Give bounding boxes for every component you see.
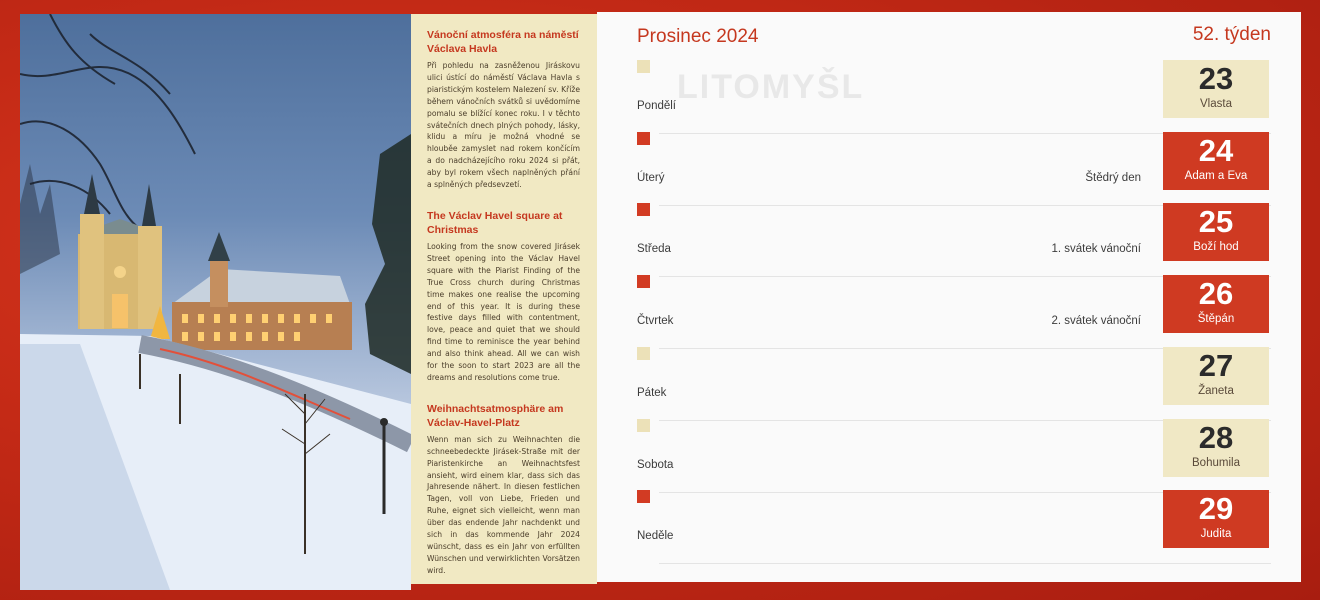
name-day: Boží hod [1193, 241, 1239, 254]
day-marker [637, 275, 650, 288]
day-name: Neděle [637, 530, 674, 543]
day-marker [637, 203, 650, 216]
holiday-label: 1. svátek vánoční [1051, 243, 1141, 256]
text-body-cz: Při pohledu na zasněženou Jiráskovu ulici ústící do náměstí Václava Havla s piaristickým kostelem Nalezení sv. Kříže během vánočních svátků si uvědomíme pomalu se blížící konec roku. I v těchto svátečních dnech plných pohody, lásky, klidu a míru je možná vhodné se hlouběe zamyslet nad rokem končícím a do nadcházejícího roku 2024 si přát, aby byl rokem všech naplněných přání a splněných předsevzetí. [427, 61, 580, 190]
week-planner [597, 12, 1301, 582]
date-box [1163, 490, 1269, 548]
day-name: Středa [637, 243, 671, 256]
day-row [597, 203, 1301, 275]
name-day: Štěpán [1197, 313, 1235, 326]
day-row [597, 419, 1301, 491]
day-divider [659, 563, 1271, 564]
name-day: Bohumila [1192, 456, 1240, 469]
day-row [597, 132, 1301, 204]
day-name: Úterý [637, 171, 665, 184]
day-row [597, 60, 1301, 132]
text-body-en: Looking from the snow covered Jirásek Street opening into the Václav Havel square with the Piarist Finding of the True Cross church during Christmas time makes one realise the upcoming end of this year. It is during these festive days filled with contentment, love, peace and quiet that we should find time to reminisce the year behind and also think ahead. All we can wish for the soon to start 2023 are all the dreams and resolutions come true. [427, 241, 580, 382]
week-number: 52. týden [1192, 24, 1271, 45]
text-body-de: Wenn man sich zu Weihnachten die schneebedeckte Jirásek-Straße mit der Piaristenkirche an Weihnachtsfest ansieht, wird einem klar, dass sich das Jahresende nähert. In diesen festlichen Tagen, voll von Liebe, Frieden und Ruhe, eignet sich vielleicht, wenn man über das endende Jahr nachdenkt und sich in das kommende Jahr 2024 wünscht, dass es ein Jahr von erfüllten Wünschen und verwirklichten Vorsätzen wird. [427, 434, 580, 575]
day-row [597, 347, 1301, 419]
day-marker [637, 132, 650, 145]
date-box [1163, 419, 1269, 477]
holiday-label: Štědrý den [1085, 171, 1141, 184]
date-number: 25 [1198, 204, 1234, 240]
date-number: 29 [1198, 491, 1234, 527]
photo-illustration [20, 14, 411, 590]
day-row [597, 490, 1301, 562]
name-day: Adam a Eva [1184, 169, 1248, 182]
name-day: Žaneta [1198, 384, 1234, 397]
description-column [411, 14, 597, 584]
day-name: Čtvrtek [637, 315, 674, 328]
date-number: 26 [1198, 276, 1234, 312]
text-title-cz: Vánoční atmosféra na náměstí Václava Havla [427, 29, 579, 55]
text-title-en: The Václav Havel square at Christmas [427, 209, 563, 236]
date-box [1163, 347, 1269, 405]
date-box [1163, 275, 1269, 333]
day-name: Sobota [637, 458, 674, 471]
snowy-church-square-photo [20, 14, 411, 590]
day-marker [637, 60, 650, 73]
day-name: Pátek [637, 386, 667, 399]
date-box [1163, 60, 1269, 118]
day-name: Pondělí [637, 100, 677, 112]
day-marker [637, 490, 650, 503]
date-box [1163, 203, 1269, 261]
month-title: Prosinec 2024 [637, 26, 759, 47]
day-row [597, 275, 1301, 347]
date-box [1163, 132, 1269, 190]
name-day: Judita [1200, 528, 1232, 541]
name-day: Vlasta [1200, 98, 1232, 110]
text-title-de: Weihnachtsatmosphäre am Václav-Havel-Platz [427, 402, 564, 429]
watermark-text: LITOMYŠL [677, 68, 865, 106]
date-number: 27 [1198, 347, 1234, 383]
day-marker [637, 347, 650, 360]
holiday-label: 2. svátek vánoční [1051, 315, 1141, 328]
date-number: 28 [1198, 419, 1234, 455]
day-marker [637, 419, 650, 432]
date-number: 23 [1198, 61, 1234, 96]
date-number: 24 [1198, 132, 1234, 168]
